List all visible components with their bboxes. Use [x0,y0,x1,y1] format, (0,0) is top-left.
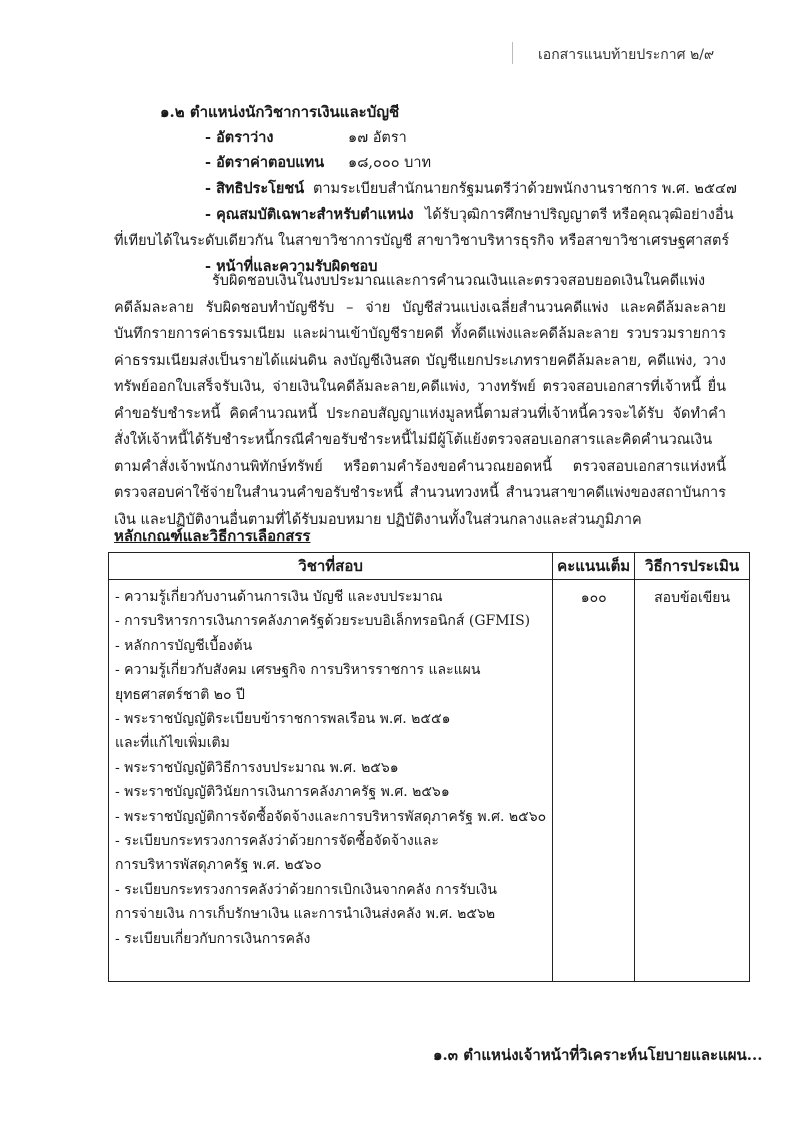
qualification-text-line2: ที่เทียบได้ในระดับเดียวกัน ในสาขาวิชาการบัญชี สาขาวิชาบริหารธุรกิจ หรือสาขาวิชาเศรษฐศาสตร์ [114,233,730,249]
subject-item: - ความรู้เกี่ยวกับงานด้านการเงิน บัญชี และงบประมาณ [115,589,443,605]
subject-item: - ระเบียบเกี่ยวกับการเงินการคลัง [115,930,311,947]
salary-value: ๑๘,๐๐๐ บาท [348,155,432,171]
full-score-cell: ๑๐๐ [553,580,635,982]
salary-label: - อัตราค่าตอบแทน [205,154,325,171]
subject-item: - หลักการบัญชีเบื้องต้น [115,637,253,654]
qualification-continuation [114,229,729,252]
qualification-label: - คุณสมบัติเฉพาะสำหรับตำแหน่ง [205,206,414,223]
vacancies-row [205,126,407,149]
document-reference: เอกสารแนบท้ายประกาศ ๒/๙ [538,47,715,63]
subject-item: - ระเบียบกระทรวงการคลังว่าด้วยการเบิกเงินจากคลัง การรับเงิน [115,881,497,898]
header-evaluation-method: วิธีการประเมิน [635,553,750,580]
header-full-score: คะแนนเต็ม [553,553,635,580]
section-title: ๑.๒ ตำแหน่งนักวิชาการเงินและบัญชี [160,103,400,121]
exam-criteria-table [108,552,750,982]
subject-item: - พระราชบัญญัติการจัดซื้อจัดจ้างและการบริหารพัสดุภาครัฐ พ.ศ. ๒๕๖๐ [115,808,547,825]
table-header-row [109,553,750,580]
header-divider [512,42,513,64]
evaluation-method-cell: สอบข้อเขียน [635,580,750,982]
salary-row [205,151,431,174]
qualification-text-line1: ได้รับวุฒิการศึกษาปริญญาตรี หรือคุณวุฒิอย่างอื่น [425,207,734,223]
qualification-row [205,203,734,226]
subject-item: - การบริหารการเงินการคลังภาครัฐด้วยระบบอิเล็กทรอนิกส์ (GFMIS) [115,613,531,630]
subject-item: และที่แก้ไขเพิ่มเติม [115,735,230,752]
benefits-value: ตามระเบียบสำนักนายกรัฐมนตรีว่าด้วยพนักงานราชการ พ.ศ. ๒๕๔๗ [313,181,737,197]
vacancies-label: - อัตราว่าง [205,129,274,146]
subject-item: การบริหารพัสดุภาครัฐ พ.ศ. ๒๕๖๐ [115,857,322,874]
duties-label: - หน้าที่และความรับผิดชอบ [205,258,378,275]
subject-item: - พระราชบัญญัติระเบียบข้าราชการพลเรือน พ.ศ. ๒๕๕๑ [115,711,451,728]
benefits-row [205,177,737,200]
subject-item: - ความรู้เกี่ยวกับสังคม เศรษฐกิจ การบริหารราชการ และแผน [115,662,481,679]
header-subject: วิชาที่สอบ [109,553,553,580]
subject-list-cell [109,580,553,982]
benefits-label: - สิทธิประโยชน์ [205,180,305,197]
duties-text: รับผิดชอบเงินในงบประมาณและการคำนวณเงินและตรวจสอบยอดเงินในคดีแพ่ง คดีล้มละลาย รับผิดชอบทำบัญชีรับ – จ่าย บัญชีส่วนแบ่งเฉลี่ยสำนวนคดีแพ่ง และคดีล้มละลาย บันทึกรายการค่าธรรมเนียม และผ่านเข้าบัญชีรายคดี ทั้งคดีแพ่งและคดีล้มละลาย รวบรวมรายการค่าธรรมเนียมส่งเป็นรายได้แผ่นดิน ลงบัญชีเงินสด บัญชีแยกประเภทรายคดีล้มละลาย, คดีแพ่ง, วางทรัพย์ออกใบเสร็จรับเงิน, จ่ายเงินในคดีล้มละลาย,คดีแพ่ง, วางทรัพย์ ตรวจสอบเอกสารที่เจ้าหนี้ ยื่นคำขอรับชำระหนี้ คิดคำนวณหนี้ ประกอบสัญญาแห่งมูลหนี้ตามส่วนที่เจ้าหนี้ควรจะได้รับ จัดทำคำสั่งให้เจ้าหนี้ได้รับชำระหนี้กรณีคำขอรับชำระหนี้ไม่มีผู้โต้แย้งตรวจสอบเอกสารและคิดคำนวณเงินตามคำสั่งเจ้าพนักงานพิทักษ์ทรัพย์ หรือตามคำร้องขอคำนวณยอดหนี้ ตรวจสอบเอกสารแห่งหนี้ ตรวจสอบค่าใช้จ่ายในสำนวนคำขอรับชำระหนี้ สำนวนทวงหนี้ สำนวนสาขาคดีแพ่งของสถาบันการเงิน และปฏิบัติงานอื่นตามที่ได้รับมอบหมาย ปฏิบัติงานทั้งในส่วนกลางและส่วนภูมิภาค [114,273,726,528]
table-row [109,580,750,982]
subject-item: - พระราชบัญญัติวินัยการเงินการคลังภาครัฐ พ.ศ. ๒๕๖๑ [115,784,450,801]
subject-item: - พระราชบัญญัติวิธีการงบประมาณ พ.ศ. ๒๕๖๑ [115,759,399,776]
next-section-continuation: ๑.๓ ตำแหน่งเจ้าหน้าที่วิเคราะห์นโยบายและแผน... [433,1046,763,1064]
duties-paragraph [114,268,726,533]
subject-item: การจ่ายเงิน การเก็บรักษาเงิน และการนำเงินส่งคลัง พ.ศ. ๒๕๖๒ [115,906,496,923]
selection-criteria-title: หลักเกณฑ์และวิธีการเลือกสรร [114,527,311,545]
subject-item: - ระเบียบกระทรวงการคลังว่าด้วยการจัดซื้อจัดจ้างและ [115,833,439,850]
vacancies-value: ๑๗ อัตรา [348,130,407,146]
subject-item: ยุทธศาสตร์ชาติ ๒๐ ปี [115,686,245,703]
